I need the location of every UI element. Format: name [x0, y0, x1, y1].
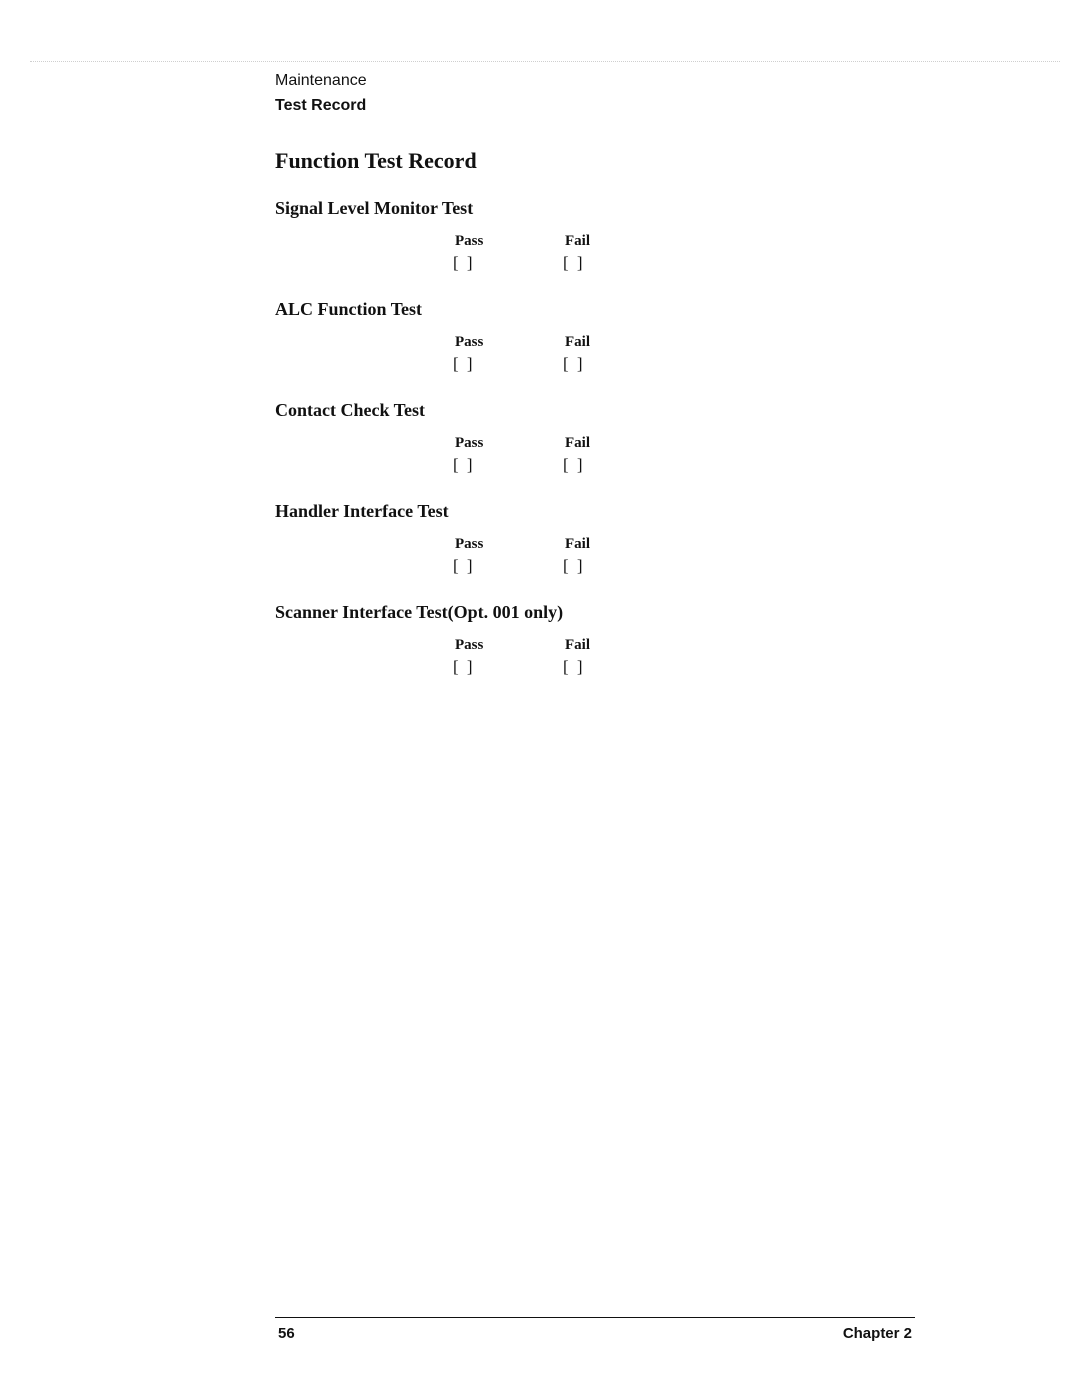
fail-label: Fail: [565, 233, 590, 249]
running-header: [275, 68, 367, 118]
pass-label: Pass: [455, 233, 484, 249]
footer-rule: [275, 1317, 915, 1318]
test-record-item: [275, 196, 875, 297]
pass-checkbox[interactable]: [ ]: [453, 455, 475, 474]
test-record-item: [275, 398, 875, 499]
page-title: Function Test Record: [275, 148, 477, 173]
fail-label: Fail: [565, 334, 590, 350]
pass-checkbox[interactable]: [ ]: [453, 354, 475, 373]
test-record-item: [275, 600, 875, 701]
test-record-list: [275, 196, 875, 701]
test-name: Contact Check Test: [275, 400, 426, 420]
chapter-label: Chapter 2: [842, 1325, 912, 1342]
fail-checkbox[interactable]: [ ]: [563, 354, 585, 373]
pass-checkbox[interactable]: [ ]: [453, 657, 475, 676]
pass-checkbox[interactable]: [ ]: [453, 556, 475, 575]
test-name: Scanner Interface Test(Opt. 001 only): [275, 602, 564, 622]
fail-label: Fail: [565, 637, 590, 653]
fail-label: Fail: [565, 435, 590, 451]
test-name: ALC Function Test: [275, 299, 423, 319]
test-name: Signal Level Monitor Test: [275, 198, 474, 218]
pass-label: Pass: [455, 435, 484, 451]
pass-checkbox[interactable]: [ ]: [453, 253, 475, 272]
page-number: 56: [278, 1325, 295, 1342]
fail-checkbox[interactable]: [ ]: [563, 253, 585, 272]
top-dotted-rule: [30, 61, 1060, 62]
header-section-label: Maintenance: [275, 72, 367, 89]
test-record-item: [275, 297, 875, 398]
fail-checkbox[interactable]: [ ]: [563, 657, 585, 676]
header-subsection-label: Test Record: [275, 97, 367, 114]
fail-checkbox[interactable]: [ ]: [563, 455, 585, 474]
pass-label: Pass: [455, 637, 484, 653]
test-name: Handler Interface Test: [275, 501, 449, 521]
fail-checkbox[interactable]: [ ]: [563, 556, 585, 575]
test-record-item: [275, 499, 875, 600]
pass-label: Pass: [455, 536, 484, 552]
pass-label: Pass: [455, 334, 484, 350]
fail-label: Fail: [565, 536, 590, 552]
